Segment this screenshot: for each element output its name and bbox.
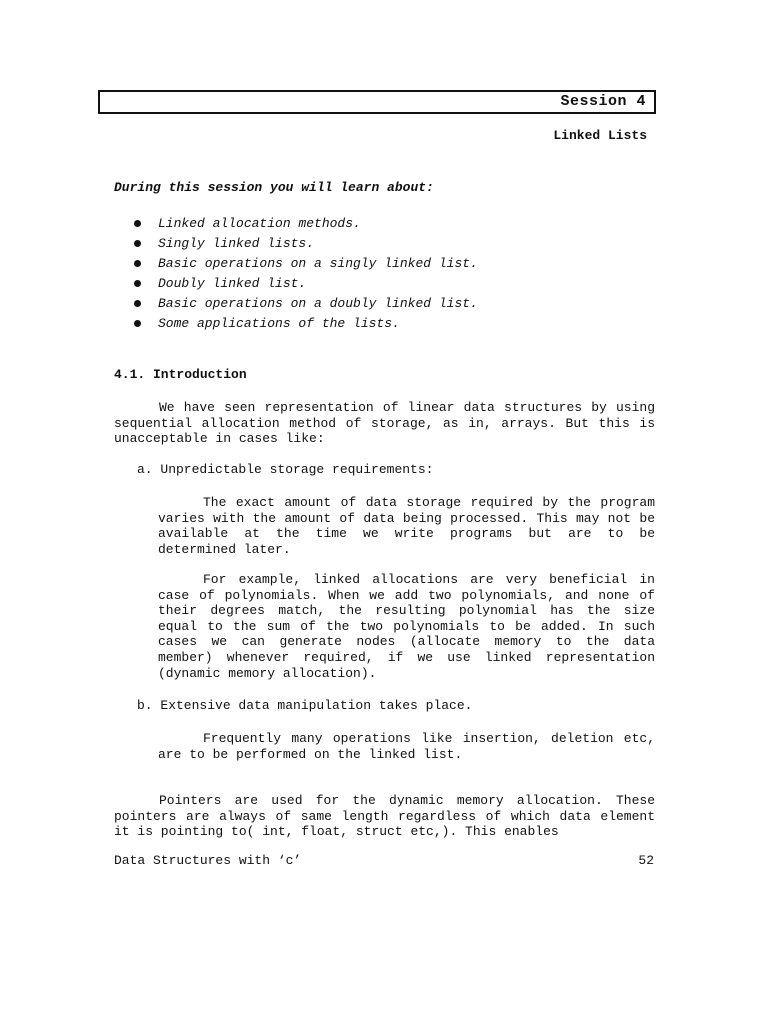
footer-title: Data Structures with ‘c’ bbox=[114, 853, 302, 868]
list-item: Linked allocation methods. bbox=[132, 215, 478, 235]
bullet-icon bbox=[134, 220, 141, 227]
pointers-paragraph: Pointers are used for the dynamic memory allocation. These pointers are always of same length regardless of which data element it is pointing to( int, float, struct etc,). This enables bbox=[114, 793, 655, 840]
bullet-icon bbox=[134, 300, 141, 307]
session-title: Session 4 bbox=[560, 93, 646, 110]
case-b-paragraph: Frequently many operations like insertion, deletion etc, are to be performed on the linked list. bbox=[158, 731, 655, 762]
case-a-heading: a. Unpredictable storage requirements: bbox=[137, 462, 434, 477]
bullet-icon bbox=[134, 260, 141, 267]
bullet-icon bbox=[134, 240, 141, 247]
list-item: Doubly linked list. bbox=[132, 275, 478, 295]
section-heading: 4.1. Introduction bbox=[114, 367, 247, 382]
page-number: 52 bbox=[638, 853, 654, 868]
list-item: Basic operations on a singly linked list. bbox=[132, 255, 478, 275]
chapter-subtitle: Linked Lists bbox=[553, 128, 647, 143]
list-item: Some applications of the lists. bbox=[132, 315, 478, 335]
bullet-icon bbox=[134, 280, 141, 287]
case-a-paragraph-2: For example, linked allocations are very beneficial in case of polynomials. When we add two polynomials, and none of their degrees match, the resulting polynomial has the size equal to the sum of the two polynomials to be added. In such cases we can generate nodes (allocate memory to the data member) whenever required, if we use linked representation (dynamic memory allocation). bbox=[158, 572, 655, 681]
learning-objectives-list bbox=[132, 215, 478, 335]
bullet-icon bbox=[134, 320, 141, 327]
case-a-paragraph-1: The exact amount of data storage required by the program varies with the amount of data being processed. This may not be available at the time we write programs but are to be determined later. bbox=[158, 495, 655, 557]
learning-intro: During this session you will learn about: bbox=[114, 180, 434, 195]
intro-paragraph: We have seen representation of linear data structures by using sequential allocation method of storage, as in, arrays. But this is unacceptable in cases like: bbox=[114, 400, 655, 447]
list-item: Basic operations on a doubly linked list. bbox=[132, 295, 478, 315]
list-item: Singly linked lists. bbox=[132, 235, 478, 255]
session-header-box bbox=[98, 90, 656, 114]
case-b-heading: b. Extensive data manipulation takes place. bbox=[137, 698, 473, 713]
